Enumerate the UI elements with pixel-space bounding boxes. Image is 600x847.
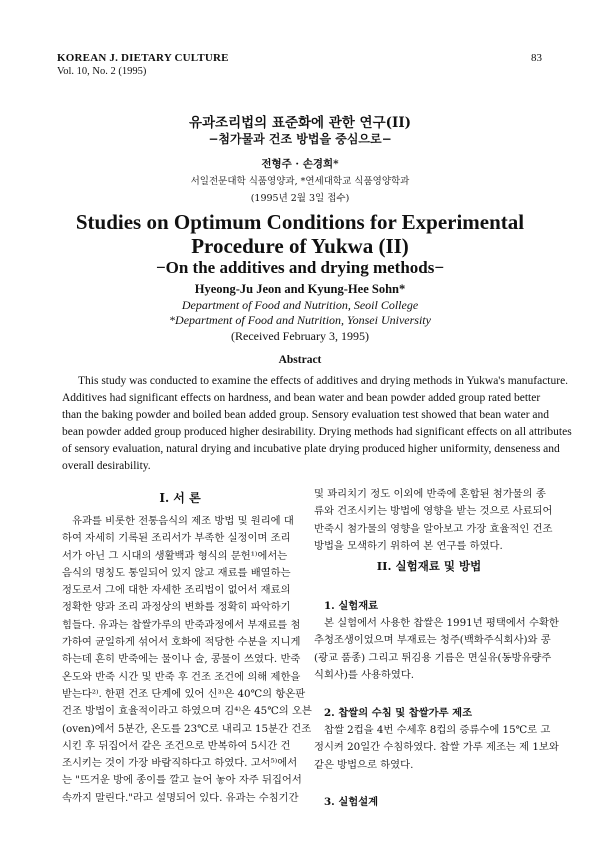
body-line: 음식의 명칭도 통일되어 있지 않고 재료를 배열하는: [62, 566, 291, 579]
journal-name: KOREAN J. DIETARY CULTURE: [57, 52, 229, 64]
body-line: 본 실험에서 사용한 찹쌀은 1991년 평택에서 수확한: [324, 617, 559, 629]
body-line: 힘들다. 유과는 찹쌀가루의 반죽과정에서 부재료를 첨: [62, 618, 301, 631]
body-line: 반죽시 첨가물의 영향을 알아보고 가장 효율적인 건조: [314, 522, 553, 535]
english-affiliation-1: Department of Food and Nutrition, Seoil College: [181, 298, 419, 312]
body-line: 는 "뜨거운 방에 종이를 깔고 늘어 놓아 자주 뒤집어서: [62, 774, 302, 787]
soaking-body: [314, 722, 559, 774]
abstract-line: bean powder added group produced higher desirability. Drying methods had significant effects on all attributes: [62, 425, 572, 438]
abstract-line: overall desirability.: [62, 459, 151, 472]
section-heading-introduction: I. 서 론: [159, 491, 201, 505]
abstract-line: of sensory evaluation, natural drying and incubative plate drying produced higher uniformity, denseness and: [62, 442, 560, 455]
body-line: 정확한 양과 조리 과정상의 변화를 정확히 파악하기: [62, 601, 291, 614]
english-title-line2: Procedure of Yukwa (II): [191, 234, 409, 258]
section-heading-materials-methods: II. 실험재료 및 방법: [376, 559, 482, 573]
abstract-heading: Abstract: [278, 354, 322, 366]
body-line: 건조 방법이 효율적이라고 하였으며 김⁴⁾은 45℃의 오븐: [62, 705, 312, 718]
korean-authors: 전형주 · 손경희*: [261, 158, 339, 170]
korean-affiliation: 서일전문대학 식품영양과, *연세대학교 식품영양학과: [190, 176, 410, 187]
subsection-title: 3. 실험설계: [324, 796, 379, 808]
materials-body: [314, 615, 559, 684]
body-line: 정시켜 20일간 수침하였다. 찹쌀 가루 제조는 제 1보와: [314, 741, 559, 754]
body-line: 하는데 흔히 반죽에는 물이나 술, 콩물이 쓰였다. 반죽: [62, 653, 301, 666]
body-line: 속까지 말린다."라고 설명되어 있다. 유과는 수침기간: [62, 791, 299, 804]
body-line: 하여 자세히 기록된 조리서가 부족한 실정이며 조리: [62, 532, 291, 545]
body-line: 시킨 후 뒤집어서 같은 조건으로 반복하여 5시간 건: [62, 739, 291, 752]
subsection-heading-materials: [324, 598, 378, 615]
korean-subtitle: −첨가물과 건조 방법을 중심으로−: [208, 132, 392, 146]
body-line: 조시키는 것이 가장 바람직하다고 하였다. 고서⁵⁾에서: [62, 757, 298, 770]
abstract-body: [62, 373, 572, 474]
subsection-title: 2. 찹쌀의 수침 및 찹쌀가루 제조: [324, 707, 473, 719]
korean-title: 유과조리법의 표준화에 관한 연구(II): [188, 115, 412, 131]
body-line: (광교 품종) 그리고 튀김용 기름은 면실유(동방유량주: [314, 651, 552, 664]
journal-volume: Vol. 10, No. 2 (1995): [57, 66, 147, 77]
abstract-line: than the baking powder and boiled bean added group. Sensory evaluation test showed that bean water and: [62, 408, 550, 421]
english-title-line1: Studies on Optimum Conditions for Experimental: [75, 210, 525, 234]
page-number: 83: [531, 52, 542, 64]
body-line: 서가 아닌 그 시대의 생활백과 형식의 문헌¹⁾에서는: [62, 549, 288, 562]
english-received: (Received February 3, 1995): [231, 329, 369, 343]
body-line: 유과를 비롯한 전통음식의 제조 방법 및 원리에 대: [72, 515, 294, 527]
abstract-line: Additives had significant effects on hardness, and bean water and bean powder added group rated better: [62, 391, 541, 404]
english-affiliation-2: *Department of Food and Nutrition, Yonsei University: [169, 313, 431, 327]
body-line: (oven)에서 5분간, 온도를 23℃로 내리고 15분간 건조: [62, 722, 312, 735]
right-column-intro: [314, 486, 553, 555]
subsection-heading-soaking: [324, 705, 472, 722]
body-line: 받는다²⁾. 한편 건조 단계에 있어 신³⁾은 40℃의 항온판: [62, 687, 306, 700]
subsection-heading-design: [324, 794, 378, 811]
english-subtitle: −On the additives and drying methods−: [155, 258, 445, 277]
body-line: 같은 방법으로 하였다.: [314, 758, 414, 771]
introduction-body: [62, 513, 312, 807]
body-line: 추청조생이었으며 부재료는 청주(백화주식회사)와 콩: [314, 634, 551, 647]
body-line: 찹쌀 2컵을 4번 수세후 8컵의 증류수에 15℃로 고: [324, 724, 551, 736]
body-line: 정도로서 그에 대한 자세한 조리법이 없어서 재료의: [62, 584, 291, 597]
body-line: 방법을 모색하기 위하여 본 연구를 하였다.: [314, 539, 503, 552]
body-line: 가하여 균일하게 섞어서 호화에 적당한 수분을 지니게: [62, 636, 301, 649]
subsection-title: 1. 실험재료: [324, 600, 379, 612]
body-line: 및 꽈리치기 정도 이외에 반죽에 혼합된 첨가물의 종: [314, 488, 546, 500]
korean-received: (1995년 2월 3일 접수): [250, 193, 350, 204]
body-line: 온도와 반죽 시간 및 반죽 후 건조 조건에 의해 제한을: [62, 670, 301, 683]
body-line: 식회사)를 사용하였다.: [314, 668, 415, 681]
abstract-line: This study was conducted to examine the effects of additives and drying methods in Yukwa's manufacture.: [78, 375, 569, 387]
body-line: 류와 건조시키는 방법에 영향을 받는 것으로 사료되어: [314, 505, 553, 518]
english-authors: Hyeong-Ju Jeon and Kyung-Hee Sohn*: [194, 282, 406, 296]
